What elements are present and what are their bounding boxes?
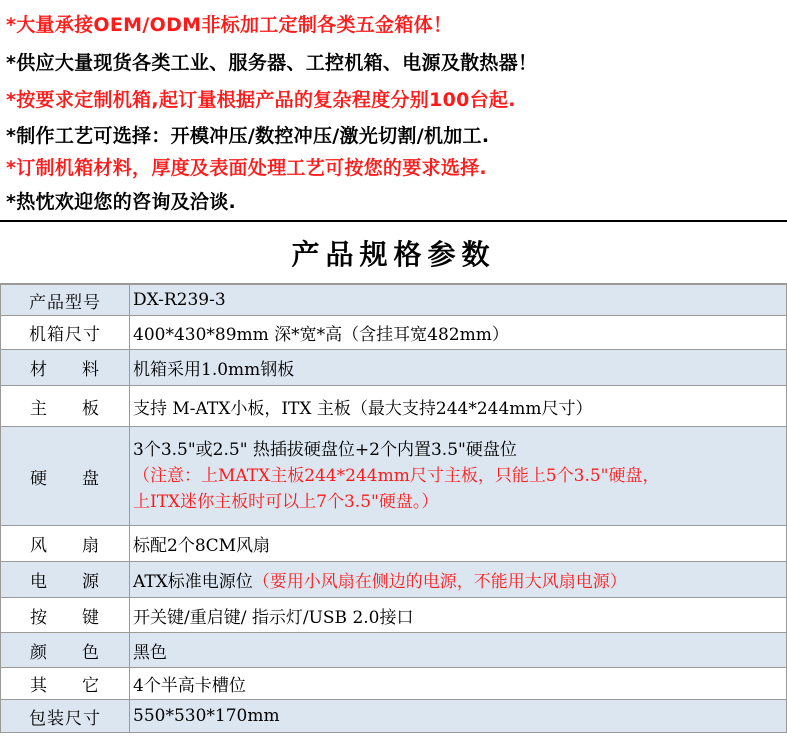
notice-line-oem: *大量承接OEM/ODM非标加工定制各类五金箱体！ (6, 14, 453, 36)
notice-line-moq: *按要求定制机箱,起订量根据产品的复杂程度分别100台起. (6, 89, 516, 111)
row-label-power: 电 源 (1, 562, 130, 598)
disk-note-line-1: （注意：上MATX主板244*244mm尺寸主板，只能上5个3.5"硬盘， (133, 466, 660, 486)
power-note: （要用小风扇在侧边的电源，不能用大风扇电源） (252, 572, 627, 592)
row-label-board: 主 板 (1, 386, 130, 427)
row-value-material: 机箱采用1.0mm钢板 (130, 350, 787, 386)
notice-line-material: *订制机箱材料，厚度及表面处理工艺可按您的要求选择. (6, 157, 487, 179)
row-value-package: 550*530*170mm (130, 700, 787, 733)
row-label-disk: 硬 盘 (1, 427, 130, 526)
notice-line-stock: *供应大量现货各类工业、服务器、工控机箱、电源及散热器！ (6, 52, 538, 74)
disk-note-line-2: 上ITX迷你主板时可以上7个3.5"硬盘。） (133, 492, 439, 512)
table-row (1, 316, 787, 350)
row-label-fan: 风 扇 (1, 526, 130, 562)
notice-block (0, 0, 787, 222)
table-row (1, 562, 787, 598)
row-value-fan: 标配2个8CM风扇 (130, 526, 787, 562)
row-label-color: 颜 色 (1, 633, 130, 668)
notice-line-process: *制作工艺可选择：开模冲压/数控冲压/激光切割/机加工. (6, 125, 490, 147)
table-row (1, 633, 787, 668)
table-row (1, 427, 787, 526)
row-value-buttons: 开关键/重启键/ 指示灯/USB 2.0接口 (130, 598, 787, 633)
row-value-power: ATX标准电源位（要用小风扇在侧边的电源，不能用大风扇电源） (130, 562, 787, 598)
notice-line-welcome: *热忱欢迎您的咨询及洽谈. (6, 191, 237, 213)
table-row (1, 700, 787, 733)
row-value-size: 400*430*89mm 深*宽*高（含挂耳宽482mm） (130, 316, 787, 350)
row-label-buttons: 按 键 (1, 598, 130, 633)
table-row (1, 526, 787, 562)
row-value-board: 支持 M-ATX小板，ITX 主板（最大支持244*244mm尺寸） (130, 386, 787, 427)
table-row (1, 598, 787, 633)
spec-title: 产品规格参数 (0, 222, 787, 284)
row-label-other: 其 它 (1, 668, 130, 700)
row-value-other: 4个半高卡槽位 (130, 668, 787, 700)
row-label-package: 包装尺寸 (1, 700, 130, 733)
row-label-size: 机箱尺寸 (1, 316, 130, 350)
table-row (1, 668, 787, 700)
disk-line-1: 3个3.5"或2.5" 热插拔硬盘位+2个内置3.5"硬盘位 (133, 440, 517, 460)
table-row (1, 285, 787, 316)
row-label-material: 材 料 (1, 350, 130, 386)
table-row (1, 350, 787, 386)
table-row (1, 386, 787, 427)
row-label-model: 产品型号 (1, 285, 130, 316)
row-value-disk (130, 427, 787, 526)
row-value-color: 黑色 (130, 633, 787, 668)
row-value-model: DX-R239-3 (130, 285, 787, 316)
spec-table (0, 284, 787, 733)
